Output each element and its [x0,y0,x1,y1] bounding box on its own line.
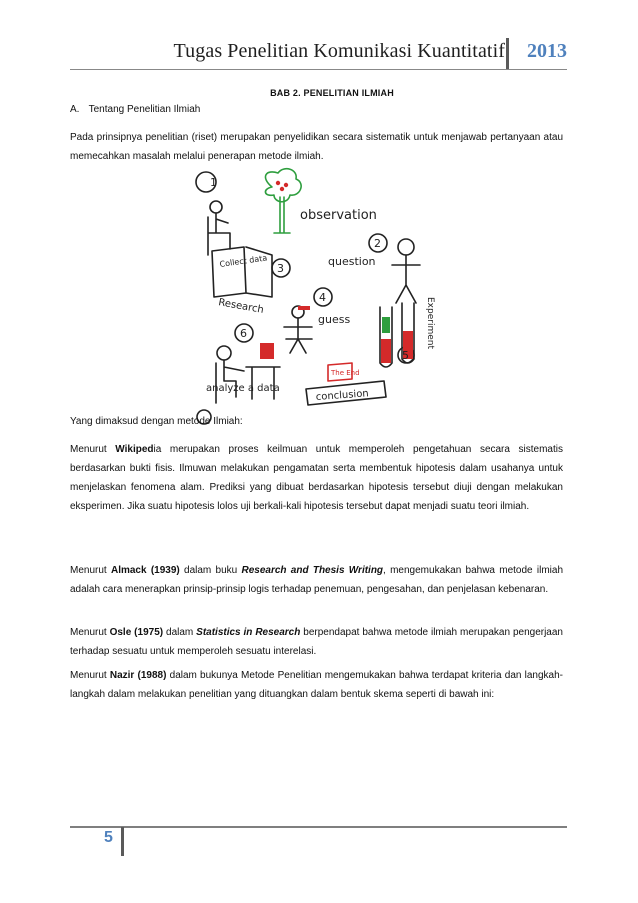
header-separator [506,38,509,70]
footer-separator [121,827,124,856]
scientific-method-drawing [188,167,450,429]
the-end-label: The End [331,369,360,377]
scientific-method-figure [188,167,450,429]
red-liquid-left [381,339,391,363]
svg-text:1: 1 [210,176,217,189]
conclusion-label: conclusion [315,388,370,403]
svg-text:4: 4 [319,291,326,304]
experiment-label: Experiment [425,297,435,350]
method-heading: Yang dimaksud dengan metode Ilmiah: [70,416,243,427]
guess-label: guess [318,313,351,326]
svg-text:6: 6 [240,327,247,340]
book-osle: Statistics in Research [196,627,301,638]
paragraph-almack: Menurut Almack (1939) dalam buku Research and Thesis Writing, mengemukakan bahwa metode ilmiah adalah cara menerapkan prinsip-prinsip logis terhadap penemuan, pengesahan, dan penjelasan kebenaran. [70,565,564,595]
svg-text:5: 5 [402,349,409,362]
observation-label: observation [300,208,377,223]
source-nazir: Nazir (1988) [109,670,167,681]
paragraph-wikipedia: Menurut Wikipedia merupakan proses keilmuan untuk memperoleh pengetahuan secara sistematis berdasarkan bukti fisis. Ilmuwan melakukan pengamatan serta membentuk hipotesis dalam usahanya untuk menjelaskan fenomena alam. Prediksi yang dibuat berdasarkan hipotesis tersebut diuji dengan melakukan eksperimen. Jika suatu hipotesis lolos uji berkali-kali hipotesis tersebut dapat menjadi suatu teori ilmiah. [70,444,563,512]
section-heading [70,104,200,115]
research-label: Research [217,297,265,316]
collect-data-label: Collect data [219,253,268,269]
thinker-body [392,255,420,303]
green-liquid [382,317,390,333]
svg-text:2: 2 [374,237,381,250]
analyze-data-label: analyze a data [206,383,280,394]
intro-paragraph: Pada prinsipnya penelitian (riset) merupakan penyelidikan secara sistematik untuk menjawab pertanyaan atau memecahkan masalah melalui penerapan metode ilmiah. [70,132,563,162]
section-title: Tentang Penelitian Ilmiah [88,104,201,115]
analyst-desk [216,360,280,403]
source-almack: Almack (1939) [110,565,180,576]
source-wikipedia: Wikiped [115,444,154,455]
observer-head [210,201,222,213]
header-title: Tugas Penelitian Komunikasi Kuantitatif [173,40,505,62]
paragraph-nazir: Menurut Nazir (1988) dalam bukunya Metode Penelitian mengemukakan bahwa terdapat kriteria dan langkah-langkah dalam melakukan penelitian yang dituangkan dalam bentuk skema seperti di bawah ini: [70,670,564,700]
guesser-body [284,318,312,353]
page-header [70,40,567,68]
question-label: question [328,255,376,268]
thinker-head [398,239,414,255]
book-almack: Research and Thesis Writing [241,565,384,576]
analyst-head [217,346,231,360]
footer-rule [70,826,567,828]
header-rule [70,69,567,70]
red-cap [298,306,310,310]
red-computer [260,343,274,359]
chapter-title: BAB 2. PENELITIAN ILMIAH [270,88,394,98]
svg-text:3: 3 [277,262,284,275]
header-year: 2013 [527,40,567,62]
source-osle: Osle (1975) [109,627,164,638]
paragraph-osle: Menurut Osle (1975) dalam Statistics in Research berpendapat bahwa metode ilmiah merupakan pengerjaan terhadap sesuatu untuk memperoleh sesuatu interelasi. [70,627,563,657]
page-number: 5 [104,829,113,846]
section-number: A. [70,104,80,115]
